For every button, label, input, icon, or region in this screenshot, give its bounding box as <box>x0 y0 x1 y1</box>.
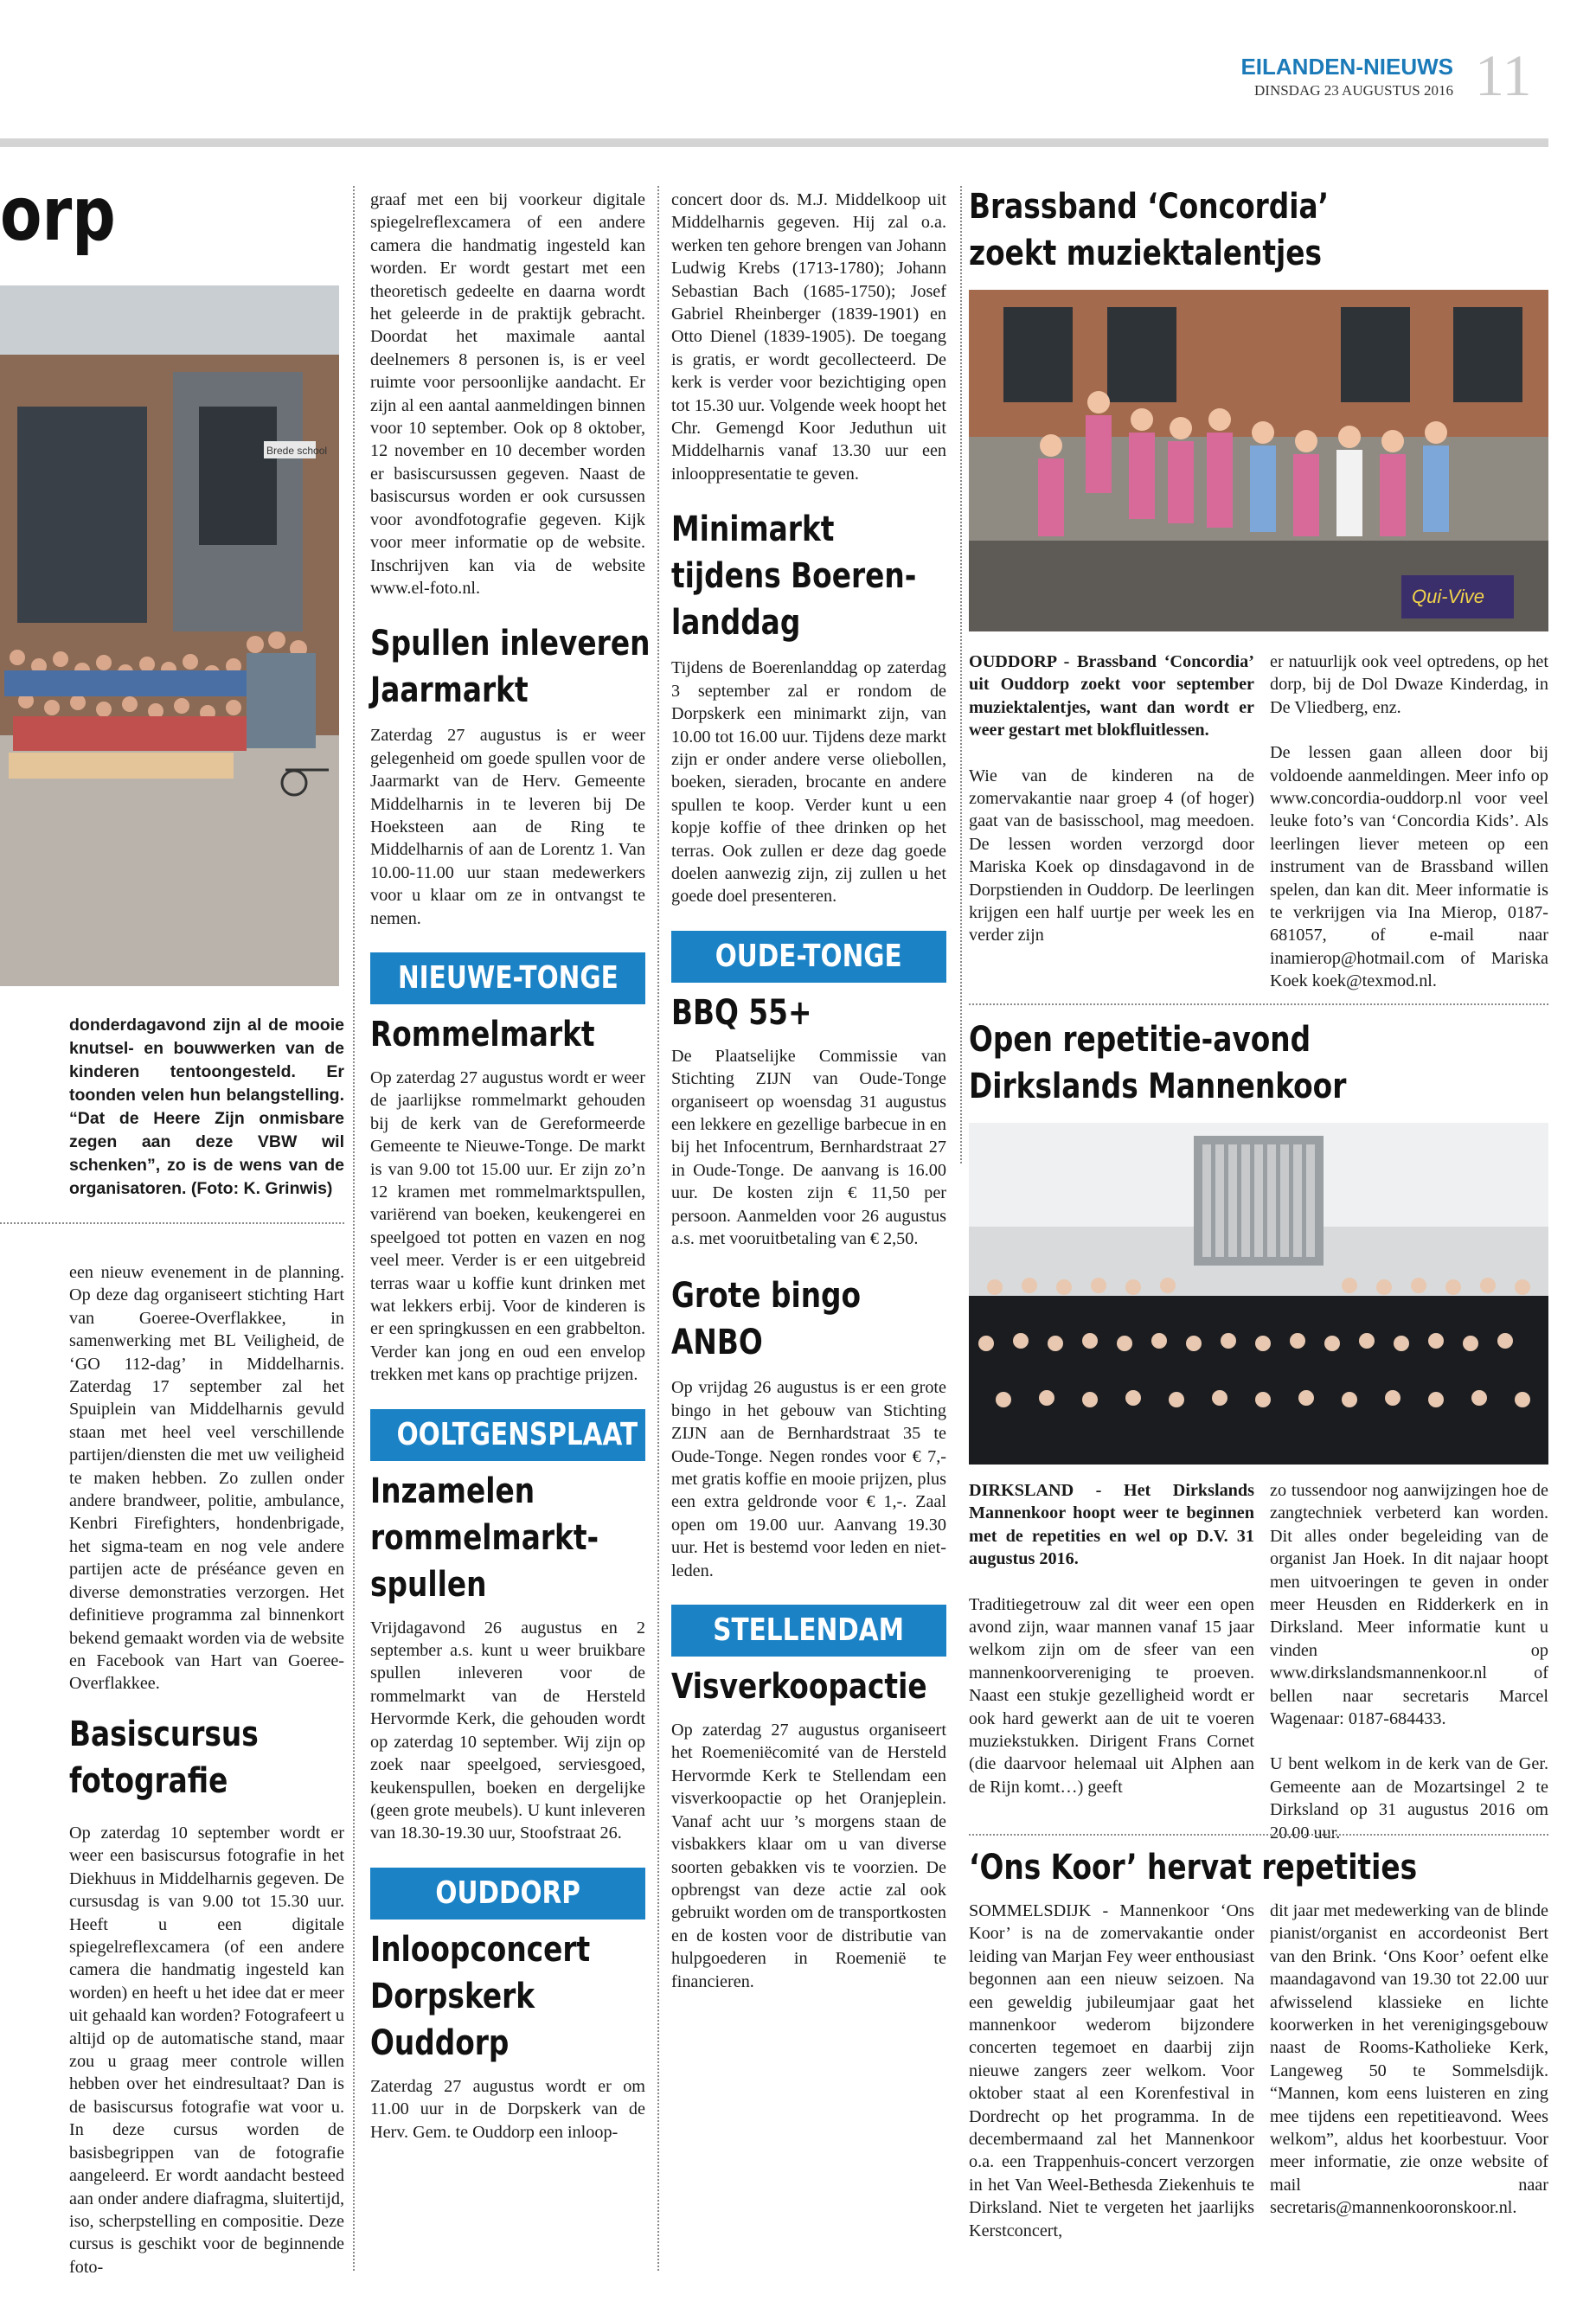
headline: Dorpskerk <box>370 1976 535 2016</box>
section-bar-ouddorp: OUDDORP <box>370 1868 645 1920</box>
paragraph: De Plaatselijke Commissie van Stichting ZIJN van Oude-Tonge organiseert op woensdag 31 augustus een lekkere en gezellige barbecue in en bij het Infocentrum, Bernhardstraat 27 in Oude-Tonge. De aanvang is 16.00 uur. De kosten zijn € 11,50 per persoon. Aanmelden voor 26 augustus a.s. met vooruitbetaling van € 2,50. <box>671 1046 946 1248</box>
photo-caption: donderdagavond zijn al de mooie knutsel- en bouwwerken van de kinderen tentoongesteld. Er toonden velen hun belangstelling. “Dat de Heere Zijn onmisbare zegen aan deze VBW wil schenken”, zo is de wens van de organisatoren. (Foto: K. Grinwis) <box>69 1016 344 1198</box>
article-ons-koor <box>969 1844 1557 1891</box>
article-rommelmarkt <box>370 1011 645 1387</box>
headline: Spullen inleveren <box>370 624 651 664</box>
headline-fragment: orp <box>0 171 116 258</box>
paragraph: Wie van de kinderen na de zomervakantie naar groep 4 (of hoger) gaat van de basisschool, mag meedoen. De lessen worden verzorgd door Mariska Koek op dinsdagavond in de Dorpstienden in Ouddorp. De leerlingen krijgen een half uurtje per week les en verder zijn <box>969 766 1254 945</box>
headline: Inzamelen <box>370 1471 535 1511</box>
page-number: 11 <box>1475 42 1532 108</box>
section-bar-oude-tonge: OUDE-TONGE <box>671 931 946 983</box>
paragraph: Traditiegetrouw zal dit weer een open avond zijn, waar mannen vanaf 15 jaar welkom zijn om de sfeer van een mannenkoorvereniging te proeven. Naast een stukje gezelligheid wordt er ook hard gewerkt aan de uit te voeren muziekstukken. Dirigent Frans Cornet (die daarvoor helemaal uit Alphen aan de Rijn komt…) geeft <box>969 1594 1254 1797</box>
brassband-photo-illustration <box>969 290 1548 631</box>
building-sign: Brede school <box>266 445 328 457</box>
column-divider <box>657 186 659 2271</box>
issue-date: DINSDAG 23 AUGUSTUS 2016 <box>1254 82 1453 99</box>
headline: Visverkoopactie <box>671 1667 927 1708</box>
article-inzamelen <box>370 1468 645 1845</box>
paragraph: SOMMELSDIJK - Mannenkoor ‘Ons Koor’ is na de zomervakantie onder leiding van Marjan Fey weer enthousiast begonnen aan een nieuw seizoen. Na een geweldig jubileumjaar gaat het mannenkoor wederom bijzondere concerten tegemoet en daarbij zijn nieuwe zangers zeer welkom. Voor oktober staat al een Korenfestival in Dordrecht op het programma. In de decembermaand zal het Mannenkoor o.a. een Trappenhuis-concert verzorgen in het Van Weel-Bethesda Ziekenhuis te Dirksland. Niet te vergeten het jaarlijks Kerstconcert, <box>969 1901 1254 2240</box>
masthead <box>1228 54 1453 99</box>
headline: Rommelmarkt <box>370 1014 595 1054</box>
mannenkoor-photo <box>969 1123 1548 1465</box>
article-basiscursus <box>69 1711 344 2301</box>
article-spullen <box>370 620 651 930</box>
article-open-repetitie <box>969 1016 1557 1110</box>
paragraph: Op zaterdag 27 augustus wordt er weer de jaarlijkse rommelmarkt gehouden bij de kerk van de Gereformeerde Gemeente te Nieuwe-Tonge. De markt is van 9.00 tot 15.00 uur. Er zijn zo’n 12 kramen met rommelmarktspullen, variërend van boeken, keukengerei en speelgoed tot potten en vazen en nog veel meer. Verder is er een uitgebreid terras waar u koffie kunt drinken met wat lekkers erbij. Voor de kinderen is er een springkussen en een grabbelton. Verder kan jong en oud een envelop trekken met kans op prachtige prijzen. <box>370 1067 645 1385</box>
section-bar-nieuwe-tonge: NIEUWE-TONGE <box>370 952 645 1004</box>
caption-divider <box>0 1222 344 1224</box>
lead-paragraph: OUDDORP - Brassband ‘Concordia’ uit Ouddorp zoekt voor september muziektalentjes, want dan wordt er weer gestart met blokfluitlessen. <box>969 652 1254 740</box>
article-continuation <box>69 1261 344 1718</box>
lead-paragraph: DIRKSLAND - Het Dirkslands Mannenkoor hoopt weer te beginnen met de repetities en wel op D.V. 31 augustus 2016. <box>969 1481 1254 1569</box>
headline: fotografie <box>69 1761 228 1801</box>
vbw-photo-illustration <box>0 285 339 986</box>
article-bbq <box>671 990 946 1251</box>
headline: Minimarkt <box>671 510 835 550</box>
column-divider <box>960 186 962 1163</box>
vbw-group-photo <box>0 285 339 986</box>
article-bingo <box>671 1272 946 1582</box>
headline: Grote bingo <box>671 1276 862 1317</box>
paragraph: Zaterdag 27 augustus is er weer gelegenheid om goede spullen voor de Jaarmarkt van de Herv. Gemeente Middelharnis in te leveren bij De Hoeksteen aan de Ring te Middelharnis of aan de Lorentz 1. Van 10.00-11.00 uur staan medewerkers voor u klaar om ze in ontvangst te nemen. <box>370 726 645 928</box>
paragraph: Op zaterdag 27 augustus organiseert het Roemeniëcomité van de Hersteld Hervormde Kerk te Stellendam een visverkoopactie op het Oranjeplein. Vanaf acht uur ’s morgens staan de visbakkers klaar om u van diverse soorten gebakken vis te voorzien. De opbrengst van deze actie zal ook gebruikt worden om de transportkosten en de kosten voor de distributie van hulpgoederen in Roemenië te financieren. <box>671 1721 946 1991</box>
ons-koor-col-b <box>1270 1900 1548 2242</box>
top-rule <box>0 138 1548 147</box>
headline: Jaarmarkt <box>370 670 529 711</box>
column-3 <box>671 189 946 2016</box>
paragraph: een nieuw evenement in de planning. Op deze dag organiseert stichting Hart van Goeree-Overflakkee, in samenwerking met BL Veiligheid, de ‘GO 112-dag’ in Middelharnis. Zaterdag 17 september zal het Spuiplein van Middelharnis gevuld staan met heel veel verschillende partijen/diensten die met uw veiligheid te maken hebben. Zo zullen onder andere brandweer, politie, ambulance, Kenbri Firefighters, hondenbrigade, het sigma-team en nog vele andere partijen acte de préséance geven en diverse demonstraties verzorgen. Het definitieve programma zal binnenkort bekend gemaakt worden via de website en Facebook van Hart van Goeree-Overflakkee. <box>69 1263 344 1694</box>
paragraph: Op zaterdag 10 september wordt er weer een basiscursus fotografie in het Diekhuus in Middelharnis gegeven. De cursusdag is van 9.00 tot 15.30 uur. Heeft u een digitale spiegelreflexcamera (of een andere camera die handmatig ingesteld kan worden) en heeft u het idee dat er meer uit gehaald kan worden? Fotografeert u altijd op de automatische stand, maar zou u graag meer controle willen hebben over het eindresultaat? Dan is de basiscursus fotografie wat voor u. In deze cursus worden de basisbegrippen van de fotografie aangeleerd. Er wordt aandacht besteed aan onder andere diafragma, sluitertijd, iso, scherpstelling en compositie. Deze cursus is geschikt voor de beginnende foto- <box>69 1823 344 2277</box>
section-bar-stellendam: STELLENDAM <box>671 1605 946 1657</box>
headline: Basiscursus <box>69 1715 259 1754</box>
paragraph: Op vrijdag 26 augustus is er een grote bingo in het gebouw van Stichting ZIJN aan de Bernhardstraat 35 te Oude-Tonge. Negen rondes voor € 7,- met gratis koffie en mooie prijzen, plus een extra geldronde voor € 1,-. Zaal open om 19.00 uur. Aanvang 19.30 uur. Het is bestemd voor leden en niet-leden. <box>671 1378 946 1580</box>
section-bar-ooltgensplaat: OOLTGENSPLAAT <box>370 1409 645 1461</box>
headline: ANBO <box>671 1323 763 1363</box>
paragraph: graaf met een bij voorkeur digitale spiegelreflexcamera of een andere camera die handmatig ingesteld kan worden. Er wordt gestart met een theoretisch gedeelte en daarna wordt het geleerde in de praktijk gebracht. Doordat het maximale aantal deelnemers 8 personen is, is er veel ruimte voor persoonlijke aandacht. Er zijn al een aantal aanmeldingen binnen voor 10 september. Ook op 8 oktober, 12 november en 10 december worden er basiscursussen gegeven. Naast de basiscursus worden er ook cursussen voor avondfotografie gegeven. Kijk voor meer informatie op de website. Inschrijven kan via de website www.el-foto.nl. <box>370 190 645 598</box>
newspaper-title: EILANDEN-NIEUWS <box>1240 54 1453 80</box>
headline: landdag <box>671 603 801 644</box>
article-brassband <box>969 183 1557 277</box>
headline: Dirkslands Mannenkoor <box>969 1067 1347 1106</box>
article-divider <box>969 1834 1548 1836</box>
headline: Brassband ‘Concordia’ <box>969 187 1330 227</box>
stage-banner: Qui-Vive <box>1412 586 1484 607</box>
column-divider <box>353 186 355 2271</box>
paragraph: De lessen gaan alleen door bij voldoende aanmeldingen. Meer info op www.concordia-ouddorp.nl voor veel leuke foto’s van ‘Concordia Kids’. Als leerlingen liever meteen op een instrument van de Brassband willen spelen, dan kan dit. Meer informatie is te verkrijgen via Ina Mierop, 0187-681057, of e-mail naar inamierop@hotmail.com of Mariska Koek koek@texmod.nl. <box>1270 743 1548 991</box>
headline: Ouddorp <box>370 2022 510 2063</box>
brassband-col-b <box>1270 651 1548 1016</box>
brassband-col-a <box>969 651 1254 970</box>
headline: Open repetitie-avond <box>969 1020 1311 1060</box>
article-visverkoop <box>671 1663 946 1993</box>
paragraph: Vrijdagavond 26 augustus en 2 september a.s. kunt u weer bruikbare spullen inleveren voor de rommelmarkt van de Hersteld Hervormde Kerk, die gehouden wordt op zaterdag 10 september. Wij zijn op zoek naar speelgoed, serviesgoed, keukenspullen, boeken en dergelijke (geen grote meubels). U kunt inleveren van 18.30-19.30 uur, Stoofstraat 26. <box>370 1618 645 1843</box>
headline: ‘Ons Koor’ hervat repetities <box>969 1848 1418 1888</box>
paragraph: Tijdens de Boerenlanddag op zaterdag 3 september zal er rondom de Dorpskerk een minimarkt zijn, van 10.00 tot 16.00 uur. Tijdens deze markt zijn er onder andere verse oliebollen, boeken, sieraden, brocante en andere spullen te koop. Verder kunt u een kopje koffie of thee drinken op het terras. Ook zullen er deze dag goede doelen aanwezig zijn, zij zullen u het goede doel presenteren. <box>671 658 946 907</box>
headline: tijdens Boeren- <box>671 556 917 597</box>
paragraph: zo tussendoor nog aanwijzingen hoe de zangtechniek verbeterd kan worden. Dit alles onder begeleiding van de organist Jan Hoek. In dit najaar hoopt men uitvoeringen te geven in onder meer Heusden en Ridderkerk en in Dirksland. Meer informatie kunt u vinden op www.dirkslandsmannenkoor.nl of bellen naar secretaris Marcel Wagenaar: 0187-684433. <box>1270 1481 1548 1729</box>
headline: rommelmarkt- <box>370 1517 599 1558</box>
ons-koor-col-a <box>969 1900 1254 2265</box>
headline: Inloopconcert <box>370 1929 591 1970</box>
mannenkoor-photo-illustration <box>969 1123 1548 1465</box>
koor-col-b <box>1270 1479 1548 1867</box>
headline: zoekt muziektalentjes <box>969 234 1323 273</box>
paragraph: concert door ds. M.J. Middelkoop uit Middelharnis gegeven. Hij zal o.a. werken ten gehore brengen van Johann Ludwig Krebs (1713-1780); Johann Sebastian Bach (1685-1750); Josef Gabriel Rheinberger (1839-1901) en Otto Dienel (1839-1905). De toegang is gratis, er wordt gecollecteerd. De kerk is verder voor bezichtiging open tot 15.30 uur. Volgende week hoopt het Chr. Gemengd Koor Jeduthun uit Middelharnis vanaf 13.30 uur een inlooppresentatie te geven. <box>671 190 946 484</box>
brassband-photo <box>969 290 1548 631</box>
koor-col-a <box>969 1479 1254 1821</box>
paragraph: Zaterdag 27 augustus wordt er om 11.00 uur in de Dorpskerk van de Herv. Gem. te Ouddorp een inloop- <box>370 2076 645 2142</box>
article-divider <box>969 1003 1548 1005</box>
column-2 <box>370 189 651 2166</box>
paragraph: dit jaar met medewerking van de blinde pianist/organist en accordeonist Bert van den Brink. ‘Ons Koor’ oefent elke maandagavond van 19.30 tot 22.00 uur afwisselend klassieke en lichte koorwerken in het verenigingsgebouw naast de Rooms-Katholieke Kerk, Langeweg 50 te Sommelsdijk. “Mannen, kom eens luisteren en zing mee tijdens een repetitieavond. Wees welkom”, aldus het koorbestuur. Voor meer informatie, zie onze website of mail naar secretaris@mannenkooronskoor.nl. <box>1270 1901 1548 2218</box>
article-minimarkt <box>671 506 946 907</box>
paragraph: er natuurlijk ook veel optredens, op het dorp, bij de Dol Dwaze Kinderdag, in De Vliedberg, enz. <box>1270 652 1548 717</box>
headline: spullen <box>370 1564 487 1605</box>
article-inloopconcert <box>370 1926 645 2144</box>
paragraph: U bent welkom in de kerk van de Ger. Gemeente aan de Mozartsingel 2 te Dirksland op 31 augustus 2016 om 20.00 uur. <box>1270 1754 1548 1843</box>
headline: BBQ 55+ <box>671 992 812 1033</box>
